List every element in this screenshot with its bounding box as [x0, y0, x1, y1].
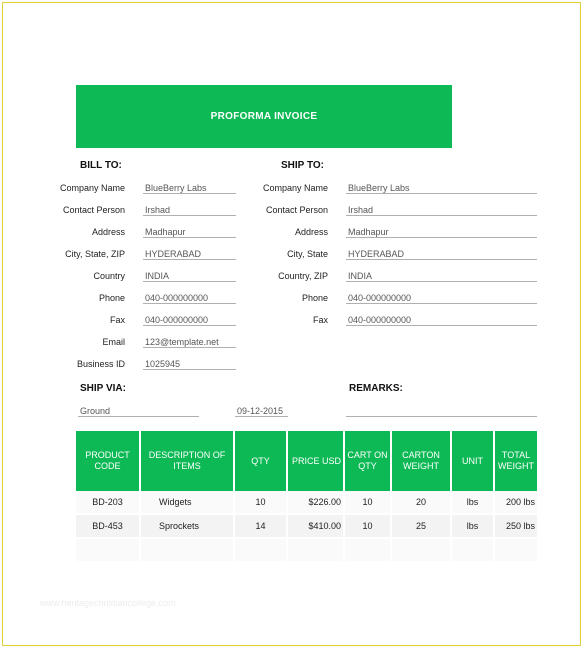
- table-row: [76, 491, 537, 515]
- watermark: www.heritagechristiancollege.com: [40, 598, 176, 608]
- cell-unit[interactable]: lbs: [452, 515, 495, 539]
- cell-total-weight[interactable]: 250 lbs: [495, 515, 537, 539]
- col-carton-qty: CART ON QTY: [345, 431, 392, 491]
- cell-description[interactable]: [141, 539, 235, 563]
- bill-address-field[interactable]: Madhapur: [143, 226, 236, 238]
- ship-country-field[interactable]: INDIA: [346, 270, 537, 282]
- bill-email-field[interactable]: 123@template.net: [143, 336, 236, 348]
- ship-company-label: Company Name: [262, 183, 328, 193]
- ship-address-field[interactable]: Madhapur: [346, 226, 537, 238]
- bill-business-id-label: Business ID: [76, 359, 125, 369]
- invoice-title: PROFORMA INVOICE: [210, 111, 318, 122]
- ship-address-label: Address: [294, 227, 328, 237]
- cell-qty[interactable]: 14: [235, 515, 288, 539]
- table-row: [76, 515, 537, 539]
- bill-country-label: Country: [93, 271, 125, 281]
- cell-price[interactable]: $410.00: [288, 515, 345, 539]
- ship-phone-label: Phone: [301, 293, 328, 303]
- cell-carton-weight[interactable]: [392, 539, 452, 563]
- bill-phone-field[interactable]: 040-000000000: [143, 292, 236, 304]
- bill-company-field[interactable]: BlueBerry Labs: [143, 182, 236, 194]
- bill-company-label: Company Name: [59, 183, 125, 193]
- col-carton-weight: CARTON WEIGHT: [392, 431, 452, 491]
- col-total-weight: TOTAL WEIGHT: [495, 431, 537, 491]
- ship-fax-label: Fax: [312, 315, 328, 325]
- remarks-field[interactable]: [346, 405, 537, 417]
- bill-business-id-field[interactable]: 1025945: [143, 358, 236, 370]
- bill-email-label: Email: [102, 337, 125, 347]
- col-product-code: PRODUCT CODE: [76, 431, 141, 491]
- bill-to-heading: BILL TO:: [80, 160, 122, 171]
- items-table: [76, 431, 537, 563]
- bill-city-label: City, State, ZIP: [65, 249, 125, 259]
- ship-country-label: Country, ZIP: [278, 271, 328, 281]
- ship-via-method-field[interactable]: Ground: [78, 405, 199, 417]
- cell-product-code[interactable]: BD-203: [76, 491, 141, 515]
- cell-qty[interactable]: 10: [235, 491, 288, 515]
- cell-carton-qty[interactable]: 10: [345, 491, 392, 515]
- bill-city-field[interactable]: HYDERABAD: [143, 248, 236, 260]
- cell-description[interactable]: Widgets: [141, 491, 235, 515]
- bill-contact-label: Contact Person: [62, 205, 125, 215]
- ship-date-field[interactable]: 09-12-2015: [235, 405, 288, 417]
- table-row: [76, 539, 537, 563]
- cell-description[interactable]: Sprockets: [141, 515, 235, 539]
- ship-phone-field[interactable]: 040-000000000: [346, 292, 537, 304]
- ship-via-heading: SHIP VIA:: [80, 383, 126, 394]
- cell-total-weight[interactable]: 200 lbs: [495, 491, 537, 515]
- col-qty: QTY: [235, 431, 288, 491]
- cell-carton-qty[interactable]: [345, 539, 392, 563]
- cell-carton-qty[interactable]: 10: [345, 515, 392, 539]
- cell-qty[interactable]: [235, 539, 288, 563]
- cell-price[interactable]: [288, 539, 345, 563]
- ship-to-heading: SHIP TO:: [281, 160, 324, 171]
- ship-company-field[interactable]: BlueBerry Labs: [346, 182, 537, 194]
- bill-fax-field[interactable]: 040-000000000: [143, 314, 236, 326]
- bill-phone-label: Phone: [98, 293, 125, 303]
- bill-contact-field[interactable]: Irshad: [143, 204, 236, 216]
- cell-unit[interactable]: [452, 539, 495, 563]
- cell-carton-weight[interactable]: 25: [392, 515, 452, 539]
- ship-contact-field[interactable]: Irshad: [346, 204, 537, 216]
- cell-product-code[interactable]: BD-453: [76, 515, 141, 539]
- invoice-title-banner: [76, 85, 452, 148]
- ship-city-label: City, State: [287, 249, 328, 259]
- ship-city-field[interactable]: HYDERABAD: [346, 248, 537, 260]
- cell-product-code[interactable]: [76, 539, 141, 563]
- cell-carton-weight[interactable]: 20: [392, 491, 452, 515]
- bill-address-label: Address: [91, 227, 125, 237]
- cell-price[interactable]: $226.00: [288, 491, 345, 515]
- table-header-row: [76, 431, 537, 491]
- cell-total-weight[interactable]: [495, 539, 537, 563]
- bill-fax-label: Fax: [109, 315, 125, 325]
- bill-country-field[interactable]: INDIA: [143, 270, 236, 282]
- ship-contact-label: Contact Person: [265, 205, 328, 215]
- ship-fax-field[interactable]: 040-000000000: [346, 314, 537, 326]
- cell-unit[interactable]: lbs: [452, 491, 495, 515]
- col-unit: UNIT: [452, 431, 495, 491]
- col-description: DESCRIPTION OF ITEMS: [141, 431, 235, 491]
- col-price: PRICE USD: [288, 431, 345, 491]
- remarks-heading: REMARKS:: [349, 383, 403, 394]
